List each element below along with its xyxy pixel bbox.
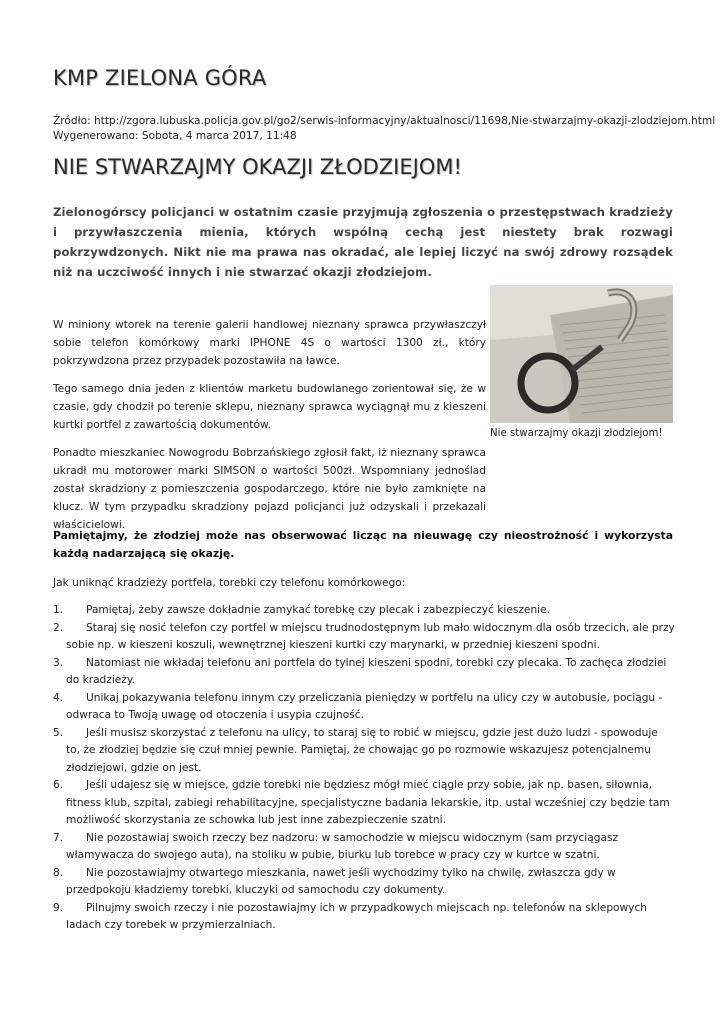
generated-date: Wygenerowano: Sobota, 4 marca 2017, 11:48	[53, 130, 297, 142]
article-figure	[490, 285, 673, 439]
list-item: 4. Unikaj pokazywania telefonu innym czy przeliczania pieniędzy w portfelu na ulicy czy w autobusie, pociągu - odwraca to Twoją uwagę od otoczenia i usypia czujność.	[53, 691, 663, 721]
list-item: 8. Nie pozostawiajmy otwartego mieszkania, nawet jeśli wychodzimy tylko na chwilę, zwłaszcza gdy w przedpokoju kładziemy torebki, kluczyki od samochodu czy dokumenty.	[53, 866, 616, 896]
article-lead: Zielonogórscy policjanci w ostatnim czasie przyjmują zgłoszenia o przestępstwach kradzieży i przywłaszczenia mienia, których wspólną cechą jest niestety brak rozwagi pokrzywdzonych. Nikt nie ma prawa nas okradać, ale lepiej liczyć na swój zdrowy rozsądek niż na uczciwość innych i nie stwarzać okazji złodziejom.	[53, 205, 673, 279]
list-item: 1. Pamiętaj, żeby zawsze dokładnie zamykać torebkę czy plecak i zabezpieczyć kieszenie.	[53, 604, 550, 616]
image-caption: Nie stwarzajmy okazji złodziejom!	[490, 428, 663, 439]
document-meta	[53, 114, 715, 144]
list-item: 5. Jeśli musisz skorzystać z telefonu na ulicy, to staraj się to robić w miejscu, gdzie jest dużo ludzi - spowoduje to, że złodziej będzie się czuł mniej pewnie. Pamiętaj, że chowając go po rozmowie wskazujesz potencjalnemu złodziejowi, gdzie on jest.	[53, 726, 658, 774]
tips-list	[53, 602, 675, 935]
list-item: 6. Jeśli udajesz się w miejsce, gdzie torebki nie będziesz mógł mieć ciągle przy sobie, jak np. basen, siłownia, fitness klub, szpital, zabiegi rehabilitacyjne, specjalistyczne badania lekarskie, itp. ustal wcześniej czy będzie tam możliwość skorzystania ze schowka lub jest inne zabezpieczenie szatni.	[53, 779, 670, 826]
list-item: 7. Nie pozostawiaj swoich rzeczy bez nadzoru: w samochodzie w miejscu widocznym (sam przyciągasz włamywacza do swojego auta), na stoliku w pubie, biurku lub torebce w pracy czy w kurtce w szatni.	[53, 831, 619, 861]
paragraph-1: W miniony wtorek na terenie galerii handlowej nieznany sprawca przywłaszczył sobie telefon komórkowy marki IPHONE 4S o wartości 1300 zł., który pokrzywdzona przez przypadek pozostawiła na ławce.	[53, 319, 486, 367]
list-item: 9. Pilnujmy swoich rzeczy i nie pozostawiajmy ich w przypadkowych miejscach np. telefonów na sklepowych ladach czy torebek w przymierzalniach.	[53, 901, 647, 931]
paragraph-3: Ponadto mieszkaniec Nowogrodu Bobrzańskiego zgłosił fakt, iż nieznany sprawca ukradł mu motorower marki SIMSON o wartości 500zł. Wspomniany jednoślad został skradziony z pomieszczenia gospodarczego, które nie było zamknięte na klucz. W tym przypadku skradziony pojazd policjanci już odzyskali i przekazali właścicielowi.	[53, 447, 486, 531]
article-title: NIE STWARZAJMY OKAZJI ZŁODZIEJOM!	[53, 155, 462, 179]
list-item: 2. Staraj się nosić telefon czy portfel w miejscu trudnodostępnym lub mało widocznym dla osób trzecich, ale przy sobie np. w kieszeni koszuli, wewnętrznej kieszeni kurtki czy marynarki, w przedniej kieszeni spodni.	[53, 621, 675, 651]
list-item: 3. Natomiast nie wkładaj telefonu ani portfela do tylnej kieszeni spodni, torebki czy plecaka. To zachęca złodziei do kradzieży.	[53, 656, 667, 686]
warning-note: Pamiętajmy, że złodziej może nas obserwować licząc na nieuwagę czy nieostrożność i wykorzysta każdą nadarzającą się okazję.	[53, 529, 673, 560]
site-title: KMP ZIELONA GÓRA	[53, 66, 267, 90]
tips-intro: Jak uniknąć kradzieży portfela, torebki czy telefonu komórkowego:	[53, 577, 406, 589]
handcuffs-photo	[490, 285, 673, 423]
paragraph-2: Tego samego dnia jeden z klientów marketu budowlanego zorientował się, że w czasie, gdy chodził po terenie sklepu, nieznany sprawca wyciągnął mu z kieszeni kurtki portfel z zawartością dokumentów.	[53, 383, 486, 431]
source-url[interactable]: Źródło: http://zgora.lubuska.policja.gov.pl/go2/serwis-informacyjny/aktualnosci/11698,Nie-stwarzajmy-okazji-zlodziejom.html	[53, 115, 716, 127]
handcuffs-image	[490, 285, 673, 423]
